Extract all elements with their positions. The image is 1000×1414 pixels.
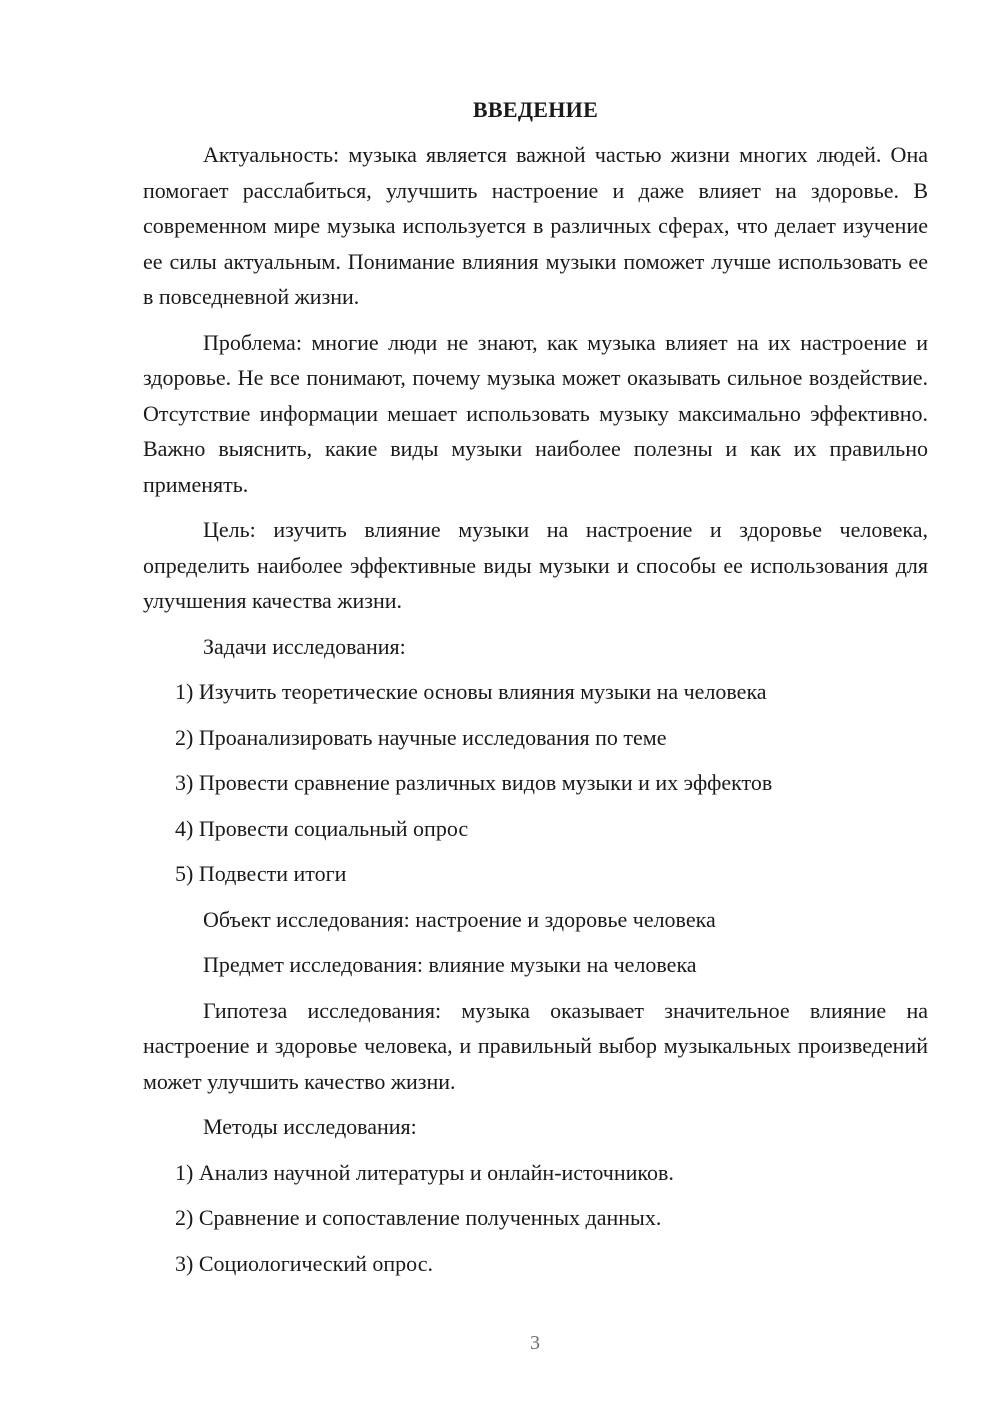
research-subject: Предмет исследования: влияние музыки на человека: [203, 952, 697, 977]
method-item: 2) Сравнение и сопоставление полученных данных.: [175, 1205, 662, 1230]
research-object: Объект исследования: настроение и здоровье человека: [203, 906, 716, 932]
methods-list: [143, 1155, 928, 1282]
problem-paragraph: Проблема: многие люди не знают, как музыка влияет на их настроение и здоровье. Не все понимают, почему музыка может оказывать сильное воздействие. Отсутствие информации мешает использовать музыку максимально эффективно. Важно выяснить, какие виды музыки наиболее полезны и как их правильно применять.: [143, 329, 928, 497]
task-item: 1) Изучить теоретические основы влияния музыки на человека: [175, 679, 767, 704]
tasks-list: [143, 674, 928, 892]
document-page: [143, 94, 928, 1291]
methods-heading: Методы исследования:: [203, 1114, 417, 1139]
task-item: 5) Подвести итоги: [175, 861, 347, 886]
relevance-paragraph: Актуальность: музыка является важной частью жизни многих людей. Она помогает расслабиться, улучшить настроение и даже влияет на здоровье. В современном мире музыка используется в различных сферах, что делает изучение ее силы актуальным. Понимание влияния музыки поможет лучше использовать ее в повседневной жизни.: [143, 142, 928, 309]
method-item: 3) Социологический опрос.: [175, 1250, 433, 1276]
hypothesis-paragraph: Гипотеза исследования: музыка оказывает значительное влияние на настроение и здоровье человека, и правильный выбор музыкальных произведений может улучшить качество жизни.: [143, 997, 928, 1094]
task-item: 2) Проанализировать научные исследования по теме: [175, 724, 667, 750]
tasks-heading: Задачи исследования:: [203, 633, 406, 659]
task-item: 3) Провести сравнение различных видов музыки и их эффектов: [175, 770, 773, 795]
section-title: ВВЕДЕНИЕ: [472, 97, 599, 122]
method-item: 1) Анализ научной литературы и онлайн-источников.: [175, 1159, 674, 1185]
goal-paragraph: Цель: изучить влияние музыки на настроение и здоровье человека, определить наиболее эффективные виды музыки и способы ее использования для улучшения качества жизни.: [143, 517, 928, 613]
task-item: 4) Провести социальный опрос: [175, 815, 469, 841]
page-number: 3: [530, 1332, 540, 1354]
